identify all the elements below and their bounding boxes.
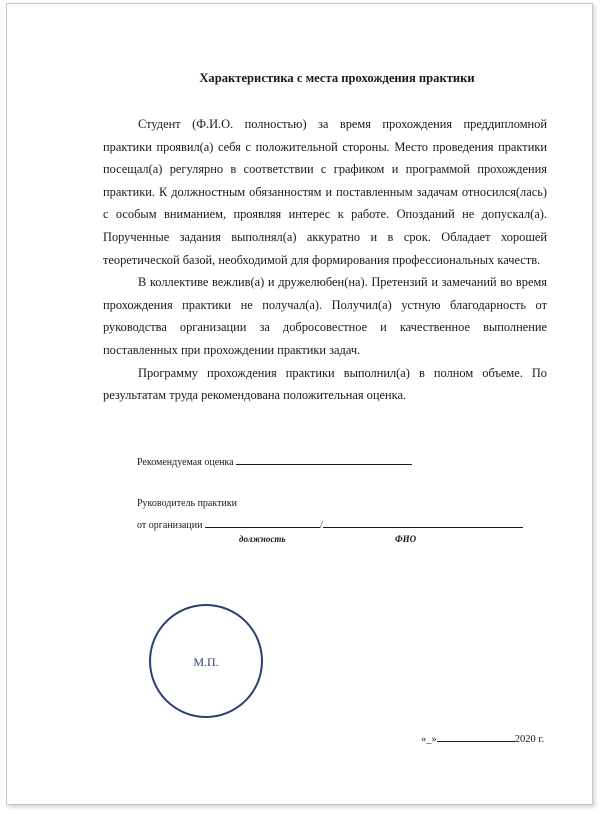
- grade-row: [137, 454, 412, 468]
- document-page: [6, 3, 593, 805]
- name-blank: [323, 517, 523, 528]
- document-body: [103, 113, 547, 407]
- paragraph-3: Программу прохождения практики выполнил(а) в полном объеме. По результатам труда рекомендована положительная оценка.: [103, 365, 547, 403]
- document-title: Характеристика с места прохождения практики: [199, 71, 475, 85]
- paragraph-2: В коллективе вежлив(а) и дружелюбен(на). Претензий и замечаний во время прохождения практики не получал(а). Получил(а) устную благодарность от руководства организации за добросовестное и качественное выполнение поставленных при прохождении практики задач.: [103, 275, 547, 357]
- date-year: 2020 г.: [514, 734, 545, 745]
- seal-label: М.П.: [193, 655, 219, 669]
- date-day: «_»: [421, 734, 437, 745]
- date-blank: [437, 731, 515, 742]
- grade-blank: [236, 454, 412, 465]
- supervisor-label-1: Руководитель практики: [137, 498, 238, 509]
- supervisor-row: [137, 517, 523, 531]
- paragraph-1: Студент (Ф.И.О. полностью) за время прохождения преддипломной практики проявил(а) себя с положительной стороны. Место проведения практики посещал(а) регулярно в соответствии с графиком и программой прохождения практики. К должностным обязанностям и поставленным задачам относился(лась) с особым вниманием, проявляя интерес к работе. Опозданий не допускал(а). Порученные задания выполнял(а) аккуратно и в срок. Обладает хорошей теоретической базой, необходимой для формирования профессиональных качеств.: [103, 117, 547, 267]
- position-blank: [205, 517, 320, 528]
- separator-slash: /: [319, 520, 323, 531]
- caption-position: должность: [239, 534, 286, 544]
- date-row: [421, 731, 544, 745]
- grade-label: Рекомендуемая оценка: [137, 457, 234, 468]
- stamp-seal: [149, 604, 263, 718]
- caption-name: ФИО: [395, 534, 417, 544]
- supervisor-label-2: от организации: [137, 520, 203, 531]
